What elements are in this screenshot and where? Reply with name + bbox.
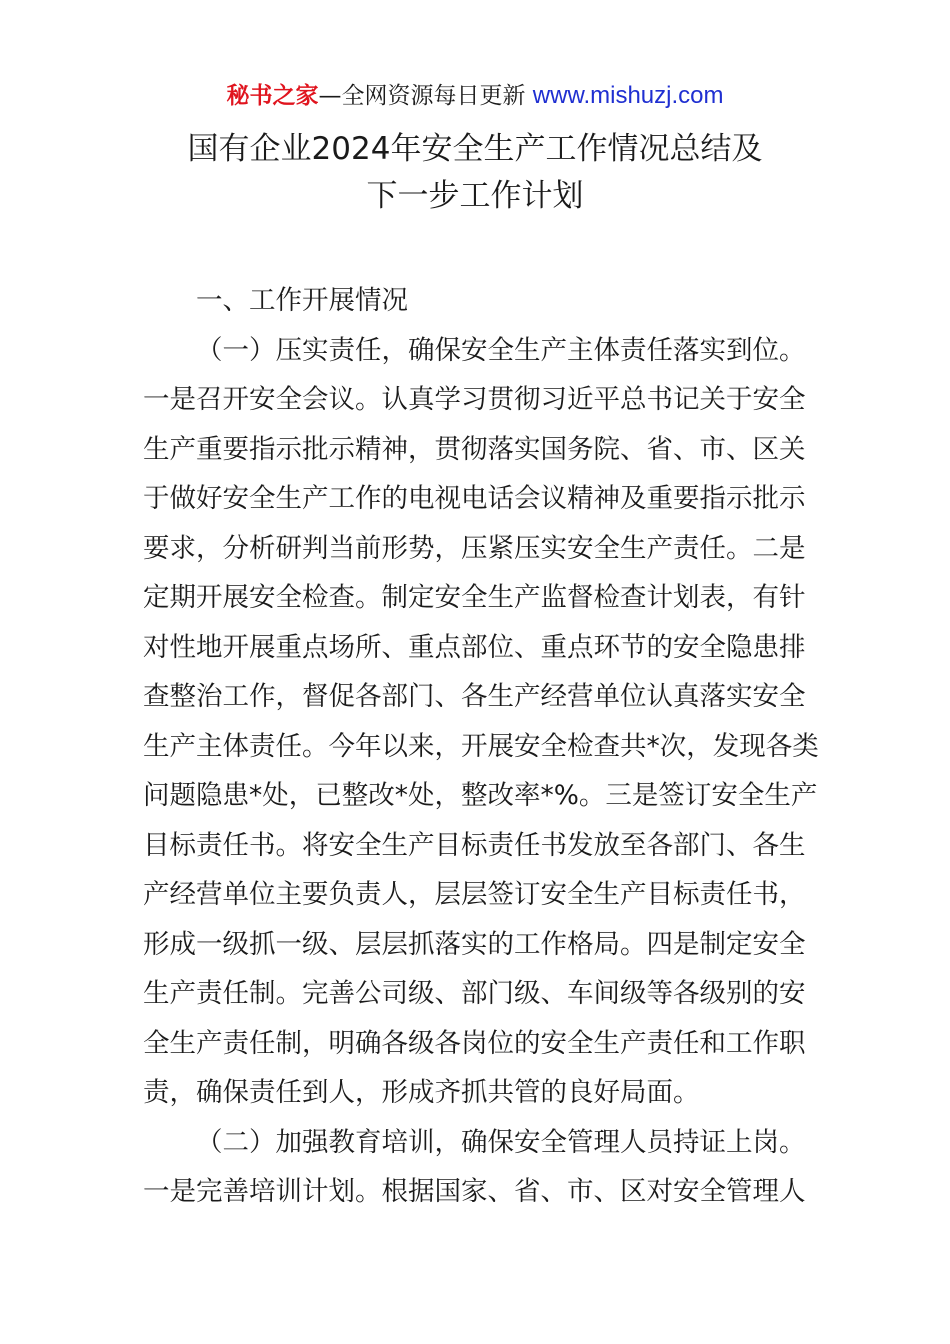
body-line: 要求，分析研判当前形势，压紧压实安全生产责任。二是	[143, 532, 806, 564]
subsection-heading: （二）加强教育培训，确保安全管理人员持证上岗。	[196, 1126, 806, 1158]
subsection-heading: （一）压实责任，确保安全生产主体责任落实到位。	[196, 334, 806, 366]
body-line: 于做好安全生产工作的电视电话会议精神及重要指示批示	[143, 483, 806, 514]
body-line: 责，确保责任到人，形成齐抓共管的良好局面。	[143, 1077, 700, 1108]
title-line-2: 下一步工作计划	[366, 178, 584, 214]
section-heading: 一、工作开展情况	[196, 285, 408, 316]
body-line: 生产责任制。完善公司级、部门级、车间级等各级别的安	[143, 978, 806, 1009]
body-line: 目标责任书。将安全生产目标责任书发放至各部门、各生	[143, 829, 806, 861]
body-line: 生产主体责任。今年以来，开展安全检查共*次，发现各类	[143, 730, 819, 762]
body-line: 查整治工作，督促各部门、各生产经营单位认真落实安全	[143, 681, 806, 712]
document-body	[143, 276, 819, 1217]
body-line: 问题隐患*处，已整改*处，整改率*%。三是签订安全生产	[143, 780, 818, 811]
body-line: 全生产责任制，明确各级各岗位的安全生产责任和工作职	[143, 1027, 806, 1059]
body-line: 一是召开安全会议。认真学习贯彻习近平总书记关于安全	[143, 384, 806, 415]
site-url-link[interactable]: www.mishuzj.com	[532, 82, 724, 109]
document-title	[0, 126, 950, 220]
body-line: 生产重要指示批示精神，贯彻落实国务院、省、市、区关	[143, 433, 806, 465]
body-line: 形成一级抓一级、层层抓落实的工作格局。四是制定安全	[143, 928, 806, 960]
body-line: 对性地开展重点场所、重点部位、重点环节的安全隐患排	[143, 631, 806, 663]
brand-name: 秘书之家	[226, 83, 319, 109]
body-line: 产经营单位主要负责人，层层签订安全生产目标责任书，	[143, 879, 806, 910]
title-line-1: 国有企业2024年安全生产工作情况总结及	[187, 131, 763, 167]
header-tagline: —全网资源每日更新	[318, 83, 533, 109]
site-header	[0, 80, 950, 112]
body-line: 定期开展安全检查。制定安全生产监督检查计划表，有针	[143, 582, 806, 613]
body-line: 一是完善培训计划。根据国家、省、市、区对安全管理人	[143, 1176, 806, 1207]
